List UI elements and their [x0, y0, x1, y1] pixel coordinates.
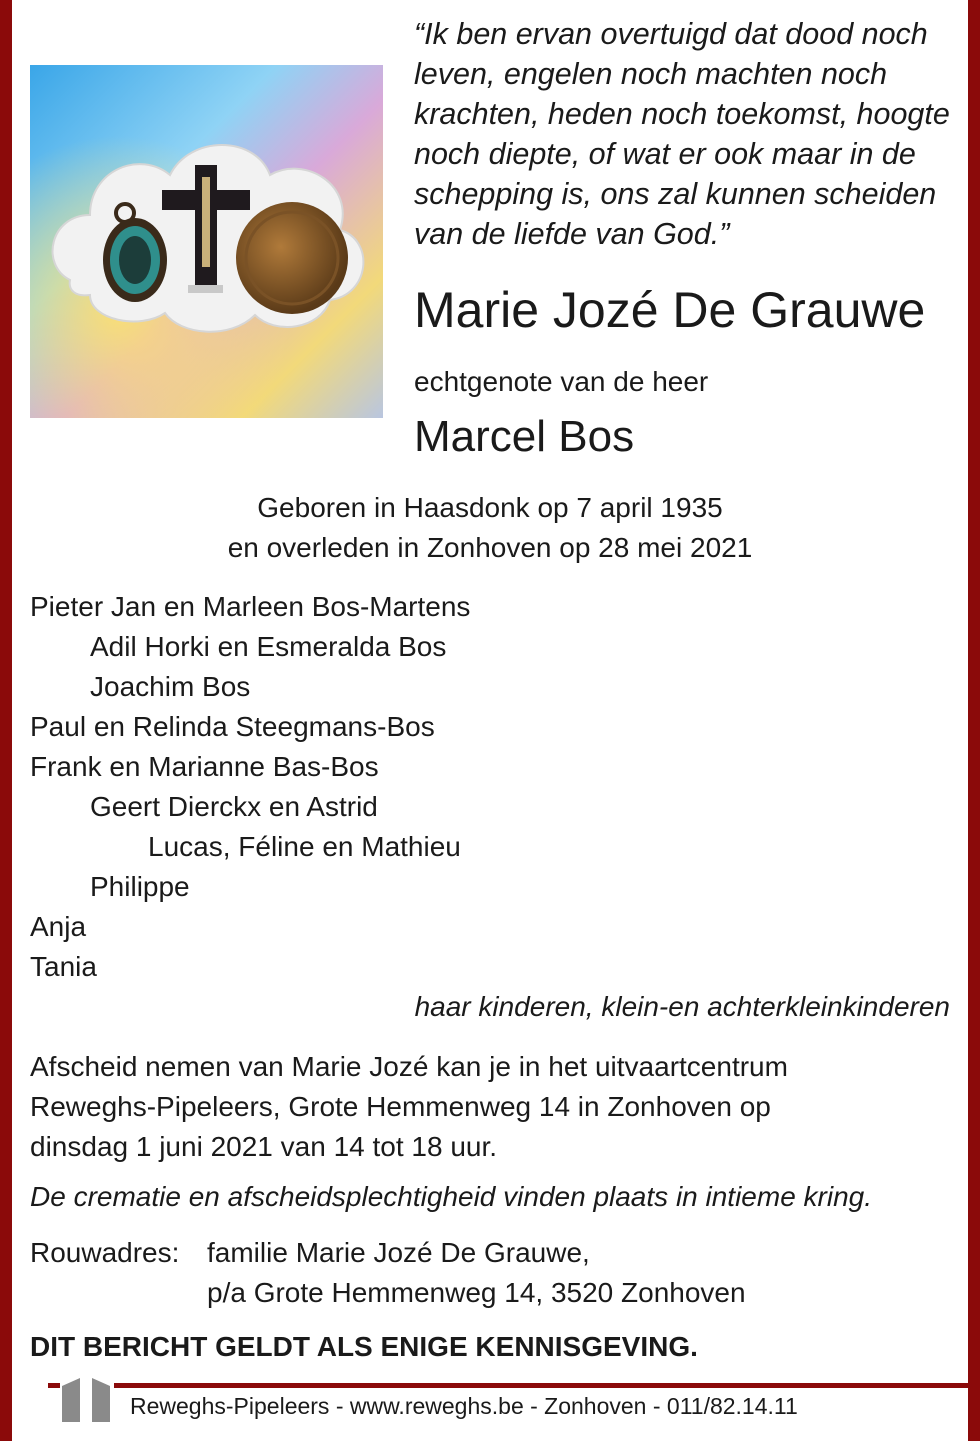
farewell-line: dinsdag 1 juni 2021 van 14 tot 18 uur. — [30, 1131, 498, 1162]
family-member: Paul en Relinda Steegmans-Bos — [30, 711, 435, 742]
funeral-home-logo-icon — [60, 1374, 114, 1424]
died-line: en overleden in Zonhoven op 28 mei 2021 — [227, 532, 753, 563]
spouse-intro: echtgenote van de heer — [414, 366, 709, 397]
farewell-line: Afscheid nemen van Marie Jozé kan je in het uitvaartcentrum — [30, 1051, 788, 1082]
right-border — [968, 0, 980, 1441]
memorial-photo — [30, 65, 383, 418]
official-notice: DIT BERICHT GELDT ALS ENIGE KENNISGEVING. — [30, 1331, 698, 1362]
cremation-note: De crematie en afscheidsplechtigheid vinden plaats in intieme kring. — [30, 1181, 873, 1212]
birth-death-info — [0, 488, 980, 568]
farewell-info — [30, 1047, 960, 1167]
left-border — [0, 0, 12, 1441]
address-line-2: p/a Grote Hemmenweg 14, 3520 Zonhoven — [207, 1277, 746, 1308]
coin-icon — [236, 202, 348, 314]
family-signature: haar kinderen, klein-en achterkleinkinderen — [414, 991, 950, 1022]
family-member: Philippe — [90, 871, 190, 902]
footer-contact: Reweghs-Pipeleers - www.reweghs.be - Zonhoven - 011/82.14.11 — [130, 1393, 798, 1419]
deceased-name: Marie Jozé De Grauwe — [414, 282, 926, 338]
family-member: Frank en Marianne Bas-Bos — [30, 751, 379, 782]
family-member: Adil Horki en Esmeralda Bos — [90, 631, 447, 662]
family-member: Tania — [30, 951, 97, 982]
address-label: Rouwadres: — [30, 1237, 180, 1268]
spouse-name: Marcel Bos — [414, 412, 635, 461]
bible-quote: “Ik ben ervan overtuigd dat dood noch leven, engelen noch machten noch krachten, heden noch toekomst, hoogte noch diepte, of wat er ook maar in de schepping is, ons zal kunnen scheiden van de liefde van God.” — [414, 17, 950, 251]
family-member: Joachim Bos — [90, 671, 251, 702]
born-line: Geboren in Haasdonk op 7 april 1935 — [257, 492, 723, 523]
family-member: Lucas, Féline en Mathieu — [148, 831, 461, 862]
family-member: Pieter Jan en Marleen Bos-Martens — [30, 591, 471, 622]
farewell-line: Reweghs-Pipeleers, Grote Hemmenweg 14 in Zonhoven op — [30, 1091, 771, 1122]
footer-divider — [48, 1383, 968, 1388]
family-member: Anja — [30, 911, 87, 942]
address-line-1: familie Marie Jozé De Grauwe, — [207, 1237, 590, 1268]
family-list — [30, 587, 470, 987]
family-member: Geert Dierckx en Astrid — [90, 791, 378, 822]
